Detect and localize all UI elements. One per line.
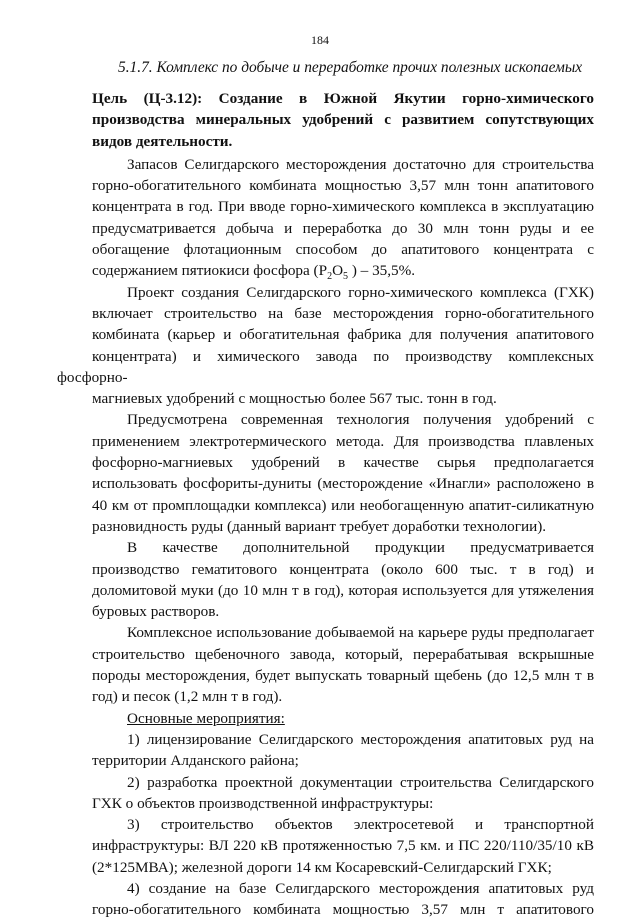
subscript: 5 xyxy=(343,271,349,283)
text-line: 1) лицензирование Селигдарского месторождения апатитовых руд на xyxy=(127,730,594,748)
paragraph-complex-use xyxy=(92,622,594,707)
text-line: фосфорно-магниевых удобрений в качестве сырья предполагается xyxy=(92,454,594,472)
text-line: комбината (карьер и обогатительная фабрика для получения апатитового xyxy=(92,326,594,344)
text-line: горно-обогатительного комбината мощностью 3,57 млн тонн апатитового xyxy=(92,177,594,195)
text-line: 2) разработка проектной документации строительства Селигдарского xyxy=(127,773,594,791)
measure-item-2 xyxy=(92,772,594,815)
text-line: производство гематитового концентрата (около 600 тыс. т в год) и xyxy=(92,560,594,578)
goal-line: Цель (Ц-3.12): Создание в Южной Якутии горно-химического xyxy=(92,90,594,107)
paragraph-additional-products xyxy=(92,537,594,622)
measure-item-1 xyxy=(92,729,594,772)
text-line: Комплексное использование добываемой на карьере руды предполагает xyxy=(127,624,594,642)
text-line: 3) строительство объектов электросетевой и транспортной xyxy=(127,816,594,834)
text-line: 4) создание на базе Селигдарского месторождения апатитовых руд xyxy=(127,879,594,897)
text-line xyxy=(57,260,594,281)
page-number: 184 xyxy=(311,33,329,47)
subscript: 2 xyxy=(327,271,333,283)
text-line: применением электротермического метода. Для производства плавленых xyxy=(92,432,594,450)
text-line: концентрата в год. При вводе горно-химического комплекса в эксплуатацию xyxy=(92,198,594,216)
paragraph-project xyxy=(57,282,594,410)
document-body xyxy=(57,88,594,921)
paragraph-technology xyxy=(92,409,594,537)
text-line: концентрата) и химического завода по производству комплексных фосфорно- xyxy=(57,347,594,386)
text-line: предусматривается добыча и переработка до 30 млн тонн руды и ее xyxy=(92,219,594,237)
text-line: разновидность руды (данный вариант требует доработки технологии). xyxy=(92,517,547,535)
text-line: магниевых удобрений с мощностью более 567 тыс. тонн в год. xyxy=(92,390,497,408)
section-title: 5.1.7. Комплекс по добыче и переработке прочих полезных ископаемых xyxy=(118,59,583,76)
goal-line: производства минеральных удобрений с развитием сопутствующих xyxy=(92,111,594,129)
formula-text: ) – 35,5%. xyxy=(348,262,416,280)
text-line: Проект создания Селигдарского горно-химического комплекса (ГХК) xyxy=(127,283,594,301)
text-line: Запасов Селигдарского месторождения достаточно для строительства xyxy=(127,155,594,173)
text-line: породы месторождения, будет выпускать товарный щебень (до 12,5 млн т в xyxy=(92,667,594,685)
text-line: буровых растворов. xyxy=(92,603,220,621)
text-line: включает строительство на базе месторождения горно-обогатительного xyxy=(92,304,594,322)
measure-item-3 xyxy=(92,814,594,878)
text-line: год) и песок (1,2 млн т в год). xyxy=(92,688,283,706)
text-line: обогащение флотационным способом до апатитового концентрата с xyxy=(92,241,594,259)
text-line: 40 км от промплощадки комплекса) или необогащенную апатит-силикатную xyxy=(92,496,594,514)
text-line: инфраструктуры: ВЛ 220 кВ протяженностью 7,5 км. и ПС 220/110/35/10 кВ xyxy=(92,837,594,855)
paragraph-reserves xyxy=(92,154,594,282)
text-line: Предусмотрена современная технология получения удобрений с xyxy=(127,411,594,429)
text-line: территории Алданского района; xyxy=(92,752,299,770)
text-line: использовать фосфориты-дуниты (месторождение «Инагли» расположено в xyxy=(92,475,594,493)
goal-statement xyxy=(92,88,594,152)
measures-heading: Основные мероприятия: xyxy=(127,709,285,727)
measures-heading-line xyxy=(92,708,594,729)
text-line: ГХК о объектов производственной инфраструктуры: xyxy=(92,794,434,812)
text-line: (2*125МВА); железной дороги 14 км Косаревский-Селигдарский ГХК; xyxy=(92,858,552,876)
text-line: строительство щебеночного завода, который, перерабатывая вскрышные xyxy=(92,645,594,663)
formula-text: O xyxy=(332,262,344,280)
goal-line: видов деятельности. xyxy=(92,132,233,150)
measure-item-4 xyxy=(92,878,594,921)
formula-text: содержанием пятиокиси фосфора (P xyxy=(92,262,328,280)
text-line: горно-обогатительного комбината мощностью 3,57 млн т апатитового xyxy=(92,901,594,919)
text-line: доломитовой муки (до 10 млн т в год), которая используется для утяжеления xyxy=(92,581,594,599)
text-line: В качестве дополнительной продукции предусматривается xyxy=(127,539,594,557)
